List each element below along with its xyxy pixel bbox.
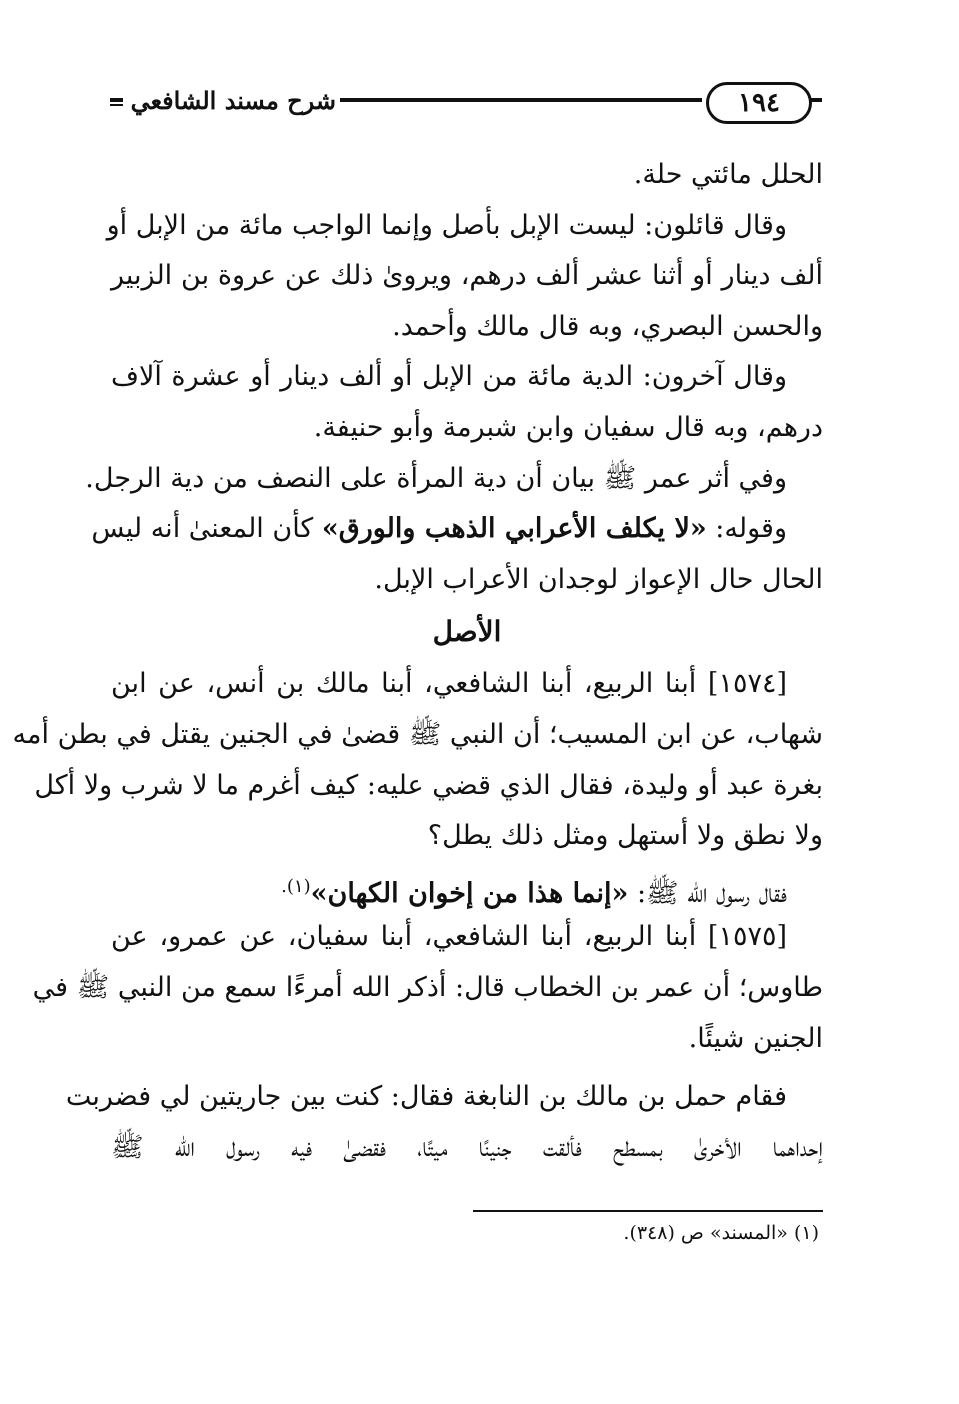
header-title-block [110, 78, 340, 124]
quote-suffix: كأن المعنىٰ أنه ليس [91, 513, 322, 545]
reply-quote: «إنما هذا من إخوان الكهان» [310, 877, 629, 909]
text-line: [١٥٧٤] أبنا الربيع، أبنا الشافعي، أبنا مالك بن أنس، عن ابن [111, 668, 787, 700]
quote-prefix: وقوله: [706, 513, 787, 545]
running-header [110, 78, 822, 124]
text-line: الحلل مائتي حلة. [633, 159, 823, 190]
text-line: بغرة عبد أو وليدة، فقال الذي قضي عليه: كيف أغرم ما لا شرب ولا أكل [34, 769, 823, 801]
text-line: فقام حمل بن مالك بن النابغة فقال: كنت بين جاريتين لي فضربت [65, 1081, 787, 1113]
text-line: ولا نطق ولا أستهل ومثل ذلك يطل؟ [427, 820, 823, 852]
text-line [91, 504, 823, 555]
page-body [12, 150, 823, 1173]
text-line: درهم، وبه قال سفيان وابن شبرمة وأبو حنيفة. [313, 411, 823, 443]
text-line [111, 862, 823, 913]
section-heading: الأصل [432, 615, 502, 649]
footnote: (١) «المسند» ص (٣٤٨). [623, 1222, 819, 1244]
text-line: وفي أثر عمر ﷺ بيان أن دية المرأة على النصف من دية الرجل. [85, 462, 787, 494]
page-number: ١٩٤ [706, 82, 812, 124]
text-line: والحسن البصري، وبه قال مالك وأحمد. [392, 310, 823, 342]
text-line: [١٥٧٥] أبنا الربيع، أبنا الشافعي، أبنا سفيان، عن عمرو، عن [111, 921, 787, 953]
text-line: وقال قائلون: ليست الإبل بأصل وإنما الواجب مائة من الإبل أو [106, 209, 787, 241]
text-line: طاوس؛ أن عمر بن الخطاب قال: أذكر الله أمرءًا سمع من النبي ﷺ في [32, 971, 823, 1003]
text-line: الجنين شيئًا. [688, 1022, 823, 1054]
reply-prefix: فقال رسول الله ﷺ: [628, 877, 787, 909]
footnote-rule [473, 1210, 823, 1212]
text-line: الحال حال الإعواز لوجدان الأعراب الإبل. [374, 563, 823, 595]
quote-text: «لا يكلف الأعرابي الذهب والورق» [321, 513, 707, 545]
text-line: وقال آخرون: الدية مائة من الإبل أو ألف دينار أو عشرة آلاف [111, 361, 787, 393]
footnote-ref: (١). [281, 875, 311, 897]
book-title: شرح مسند الشافعي [123, 82, 340, 120]
text-line: شهاب، عن ابن المسيب؛ أن النبي ﷺ قضىٰ في الجنين يقتل في بطن أمه [12, 718, 823, 750]
text-line: إحداهما الأخرىٰ بمسطح فألقت جنينًا ميتًا، فقضىٰ فيه رسول الله ﷺ [111, 1131, 823, 1163]
text-line: ألف دينار أو أثنا عشر ألف درهم، ويروىٰ ذلك عن عروة بن الزبير [111, 260, 823, 292]
